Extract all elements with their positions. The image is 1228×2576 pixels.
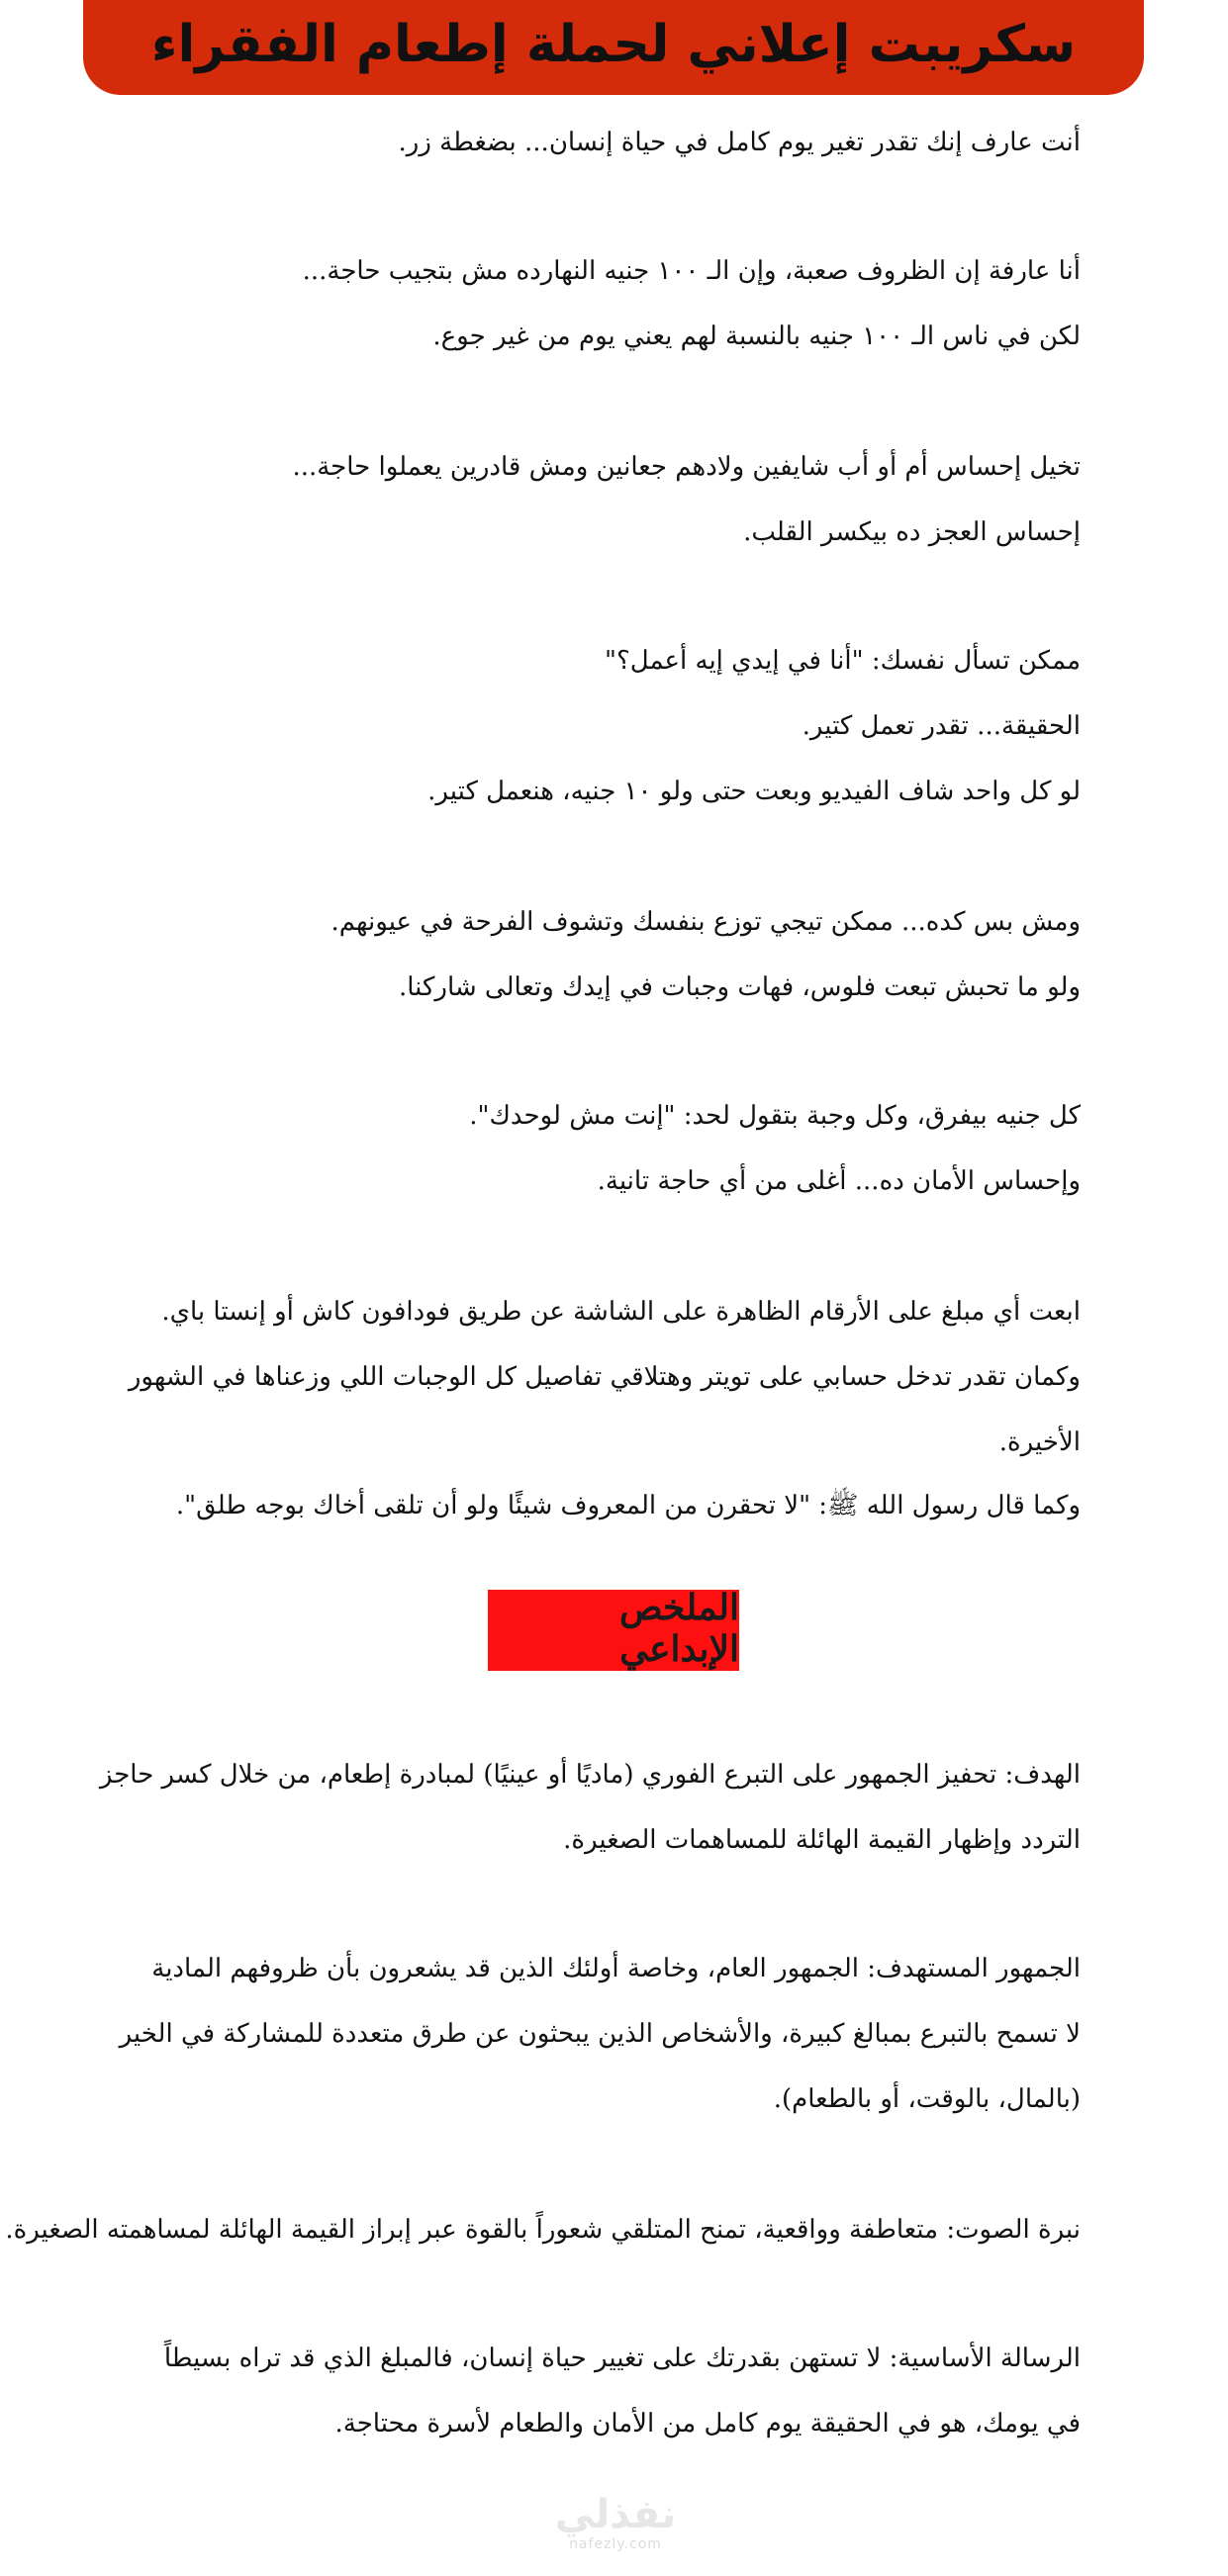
summary-line: التردد وإظهار القيمة الهائلة للمساهمات الصغيرة. <box>563 1825 1081 1855</box>
script-line: ممكن تسأل نفسك: "أنا في إيدي إيه أعمل؟" <box>605 646 1081 676</box>
summary-line: في يومك، هو في الحقيقة يوم كامل من الأمان والطعام لأسرة محتاجة. <box>334 2409 1081 2438</box>
script-line: الأخيرة. <box>998 1427 1081 1457</box>
summary-line: الهدف: تحفيز الجمهور على التبرع الفوري (ماديًا أو عينيًا) لمبادرة إطعام، من خلال كسر حاجز <box>99 1760 1081 1790</box>
script-line: ابعت أي مبلغ على الأرقام الظاهرة على الشاشة عن طريق فودافون كاش أو إنستا باي. <box>161 1297 1081 1327</box>
summary-line: لا تسمح بالتبرع بمبالغ كبيرة، والأشخاص الذين يبحثون عن طرق متعددة للمشاركة في الخير <box>119 2019 1081 2049</box>
watermark <box>536 2493 695 2552</box>
script-line: وكمان تقدر تدخل حسابي على تويتر وهتلاقي تفاصيل كل الوجبات اللي وزعناها في الشهور <box>128 1362 1081 1392</box>
summary-heading-box <box>488 1587 739 1671</box>
script-line: الحقيقة... تقدر تعمل كتير. <box>802 711 1081 741</box>
script-line: أنا عارفة إن الظروف صعبة، وإن الـ ١٠٠ جنيه النهارده مش بتجيب حاجة... <box>302 256 1081 286</box>
script-line: وكما قال رسول الله ﷺ: "لا تحقرن من المعروف شيئًا ولو أن تلقى أخاك بوجه طلق". <box>175 1491 1081 1520</box>
script-line: كل جنيه بيفرق، وكل وجبة بتقول لحد: "إنت مش لوحدك". <box>469 1101 1081 1131</box>
summary-line: (بالمال، بالوقت، أو بالطعام). <box>773 2084 1081 2114</box>
script-line: لو كل واحد شاف الفيديو وبعت حتى ولو ١٠ جنيه، هنعمل كتير. <box>427 777 1081 806</box>
watermark-url: nafezly.com <box>569 2536 662 2552</box>
script-line: تخيل إحساس أم أو أب شايفين ولادهم جعانين ومش قادرين يعملوا حاجة... <box>292 452 1081 482</box>
page-title: سكريبت إعلاني لحملة إطعام الفقراء <box>150 15 1077 74</box>
summary-line: نبرة الصوت: متعاطفة وواقعية، تمنح المتلقي شعوراً بالقوة عبر إبراز القيمة الهائلة لمساهمته الصغيرة. <box>5 2215 1081 2245</box>
summary-heading: الملخص الإبداعي <box>618 1587 739 1670</box>
script-line: إحساس العجز ده بيكسر القلب. <box>743 517 1081 547</box>
title-banner <box>83 0 1144 95</box>
summary-line: الرسالة الأساسية: لا تستهن بقدرتك على تغيير حياة إنسان، فالمبلغ الذي قد تراه بسيطاً <box>163 2344 1081 2373</box>
script-line: لكن في ناس الـ ١٠٠ جنيه بالنسبة لهم يعني يوم من غير جوع. <box>432 322 1081 351</box>
watermark-logo: نفذلي <box>554 2492 677 2537</box>
script-line: وإحساس الأمان ده... أغلى من أي حاجة تانية. <box>597 1166 1081 1196</box>
script-line: ومش بس كده... ممكن تيجي توزع بنفسك وتشوف الفرحة في عيونهم. <box>331 907 1081 937</box>
script-line: ولو ما تحبش تبعت فلوس، فهات وجبات في إيدك وتعالى شاركنا. <box>398 972 1081 1002</box>
summary-line: الجمهور المستهدف: الجمهور العام، وخاصة أولئك الذين قد يشعرون بأن ظروفهم المادية <box>151 1954 1081 1983</box>
script-line: أنت عارف إنك تقدر تغير يوم كامل في حياة إنسان... بضغطة زر. <box>398 128 1081 157</box>
